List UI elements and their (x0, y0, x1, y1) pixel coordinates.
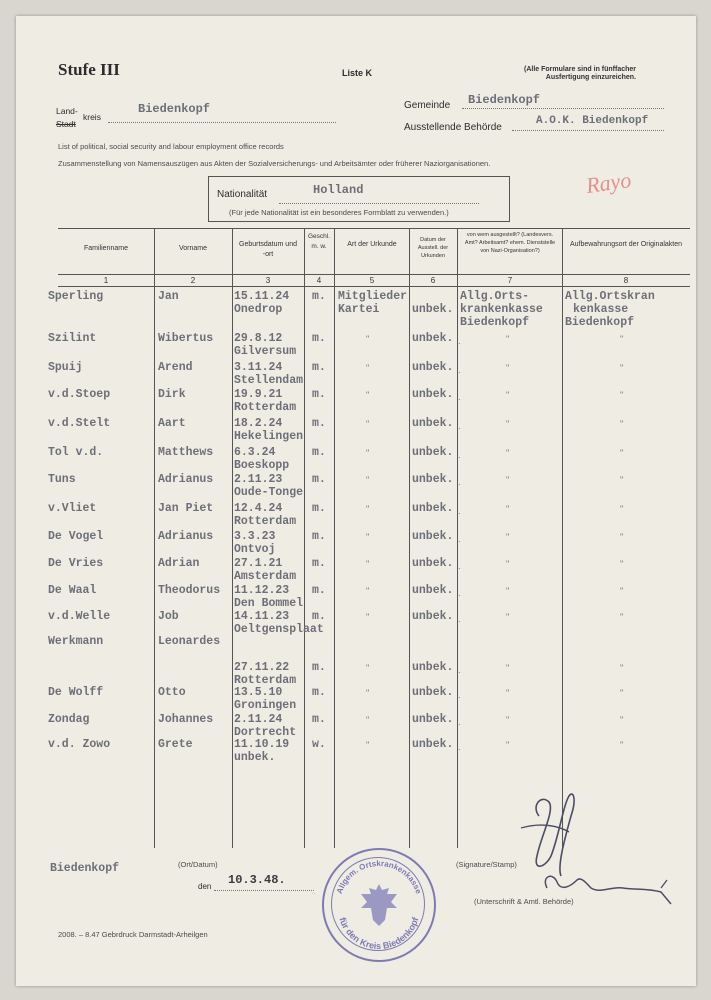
column-divider (154, 228, 155, 848)
behoerde-label: Ausstellende Behörde (404, 122, 502, 133)
column-divider (409, 228, 410, 848)
ditto-mark: " (620, 390, 624, 400)
first-name-cell: Job (158, 610, 179, 623)
ditto-mark: " (506, 334, 510, 344)
issue-date-cell: unbek. (412, 303, 454, 316)
header-document-type: Art der Urkunde (347, 241, 397, 248)
ditto-mark: " (620, 532, 624, 542)
issue-date-cell: unbek. (412, 332, 454, 345)
sex-cell: m. (312, 686, 326, 699)
column-number: 7 (507, 276, 513, 285)
family-name-cell: v.d. Zowo (48, 738, 111, 751)
ditto-mark: " (366, 475, 370, 485)
family-name-cell: De Wolff (48, 686, 104, 699)
stadt-label: Stadt (56, 119, 76, 129)
birth-place-cell: Rotterdam (234, 515, 297, 528)
ditto-mark: " (506, 559, 510, 569)
dot-mark: . (458, 450, 461, 460)
ditto-mark: " (506, 740, 510, 750)
first-name-cell: Adrian (158, 557, 200, 570)
family-name-cell: Tol v.d. (48, 446, 104, 459)
ditto-mark: " (620, 740, 624, 750)
birth-date-cell: 14.11.23 (234, 610, 290, 623)
dot-mark: . (458, 690, 461, 700)
ditto-mark: " (366, 504, 370, 514)
archive-cell: Allg.Ortskran (565, 290, 655, 303)
birth-place-cell: Hekelingen (234, 430, 304, 443)
issue-date-cell: unbek. (412, 473, 454, 486)
birth-place-cell: unbek. (234, 751, 276, 764)
official-stamp (322, 848, 436, 962)
birth-place-cell: Rotterdam (234, 401, 297, 414)
issue-date-cell: unbek. (412, 661, 454, 674)
table-top-rule (58, 228, 690, 229)
sex-cell: m. (312, 332, 326, 345)
sex-cell: m. (312, 388, 326, 401)
ditto-mark: " (366, 448, 370, 458)
birth-date-cell: 18.2.24 (234, 417, 283, 430)
column-number: 6 (430, 276, 436, 285)
red-handwritten-mark: Rayo (584, 166, 633, 199)
first-name-cell: Theodorus (158, 584, 221, 597)
column-divider (232, 228, 233, 848)
form-page (16, 16, 696, 986)
first-name-cell: Matthews (158, 446, 214, 459)
issue-date-cell: unbek. (412, 686, 454, 699)
issue-date-cell: unbek. (412, 446, 454, 459)
first-name-cell: Arend (158, 361, 193, 374)
column-number: 5 (369, 276, 375, 285)
ditto-mark: " (506, 532, 510, 542)
family-name-cell: v.d.Stelt (48, 417, 111, 430)
birth-date-cell: 11.12.23 (234, 584, 290, 597)
sex-cell: m. (312, 530, 326, 543)
footer-place: Biedenkopf (50, 862, 120, 875)
dot-mark: . (458, 477, 461, 487)
birth-place-cell: Amsterdam (234, 570, 297, 583)
dot-mark: . (458, 588, 461, 598)
ditto-mark: " (506, 663, 510, 673)
column-number: 1 (103, 276, 109, 285)
ditto-mark: " (620, 612, 624, 622)
ditto-mark: " (620, 715, 624, 725)
header-rule (58, 274, 690, 275)
birth-place-cell: Gilversum (234, 345, 297, 358)
issuer-cell: krankenkasse (460, 303, 543, 316)
issue-date-cell: unbek. (412, 388, 454, 401)
birth-place-cell: Onedrop (234, 303, 283, 316)
sex-cell: m. (312, 584, 326, 597)
ditto-mark: " (366, 586, 370, 596)
sex-cell: m. (312, 446, 326, 459)
sex-cell: m. (312, 361, 326, 374)
sex-cell: m. (312, 610, 326, 623)
ditto-mark: " (506, 612, 510, 622)
dot-mark: . (458, 336, 461, 346)
birth-place-cell: Groningen (234, 699, 297, 712)
first-name-cell: Johannes (158, 713, 214, 726)
header-issue-date: Datum der Ausstell. der Urkunden (417, 237, 449, 259)
footer-den-label: den (198, 882, 212, 891)
column-number: 8 (623, 276, 629, 285)
nationality-label: Nationalität (217, 189, 268, 200)
issue-date-cell: unbek. (412, 713, 454, 726)
english-description: List of political, social security and labour employment office records (58, 142, 284, 151)
dot-mark: . (458, 392, 461, 402)
first-name-cell: Aart (158, 417, 186, 430)
first-name-cell: Wibertus (158, 332, 214, 345)
first-name-cell: Jan Piet (158, 502, 214, 515)
ditto-mark: " (506, 363, 510, 373)
handwritten-signature (511, 776, 681, 916)
birth-place-cell: Boeskopp (234, 459, 290, 472)
first-name-cell: Leonardes (158, 635, 221, 648)
column-number: 4 (316, 276, 322, 285)
dot-mark: . (458, 421, 461, 431)
stage-title: Stufe III (58, 60, 120, 79)
ditto-mark: " (620, 334, 624, 344)
dot-mark: . (458, 561, 461, 571)
first-name-cell: Grete (158, 738, 193, 751)
birth-date-cell: 19.9.21 (234, 388, 283, 401)
printer-imprint: 2008. – 8.47 Gebrdruck Darmstadt-Arheilgen (58, 930, 208, 939)
issue-date-cell: unbek. (412, 584, 454, 597)
ditto-mark: " (506, 448, 510, 458)
ditto-mark: " (620, 688, 624, 698)
eagle-emblem-icon (357, 880, 401, 930)
ditto-mark: " (366, 740, 370, 750)
birth-date-cell: 3.11.24 (234, 361, 283, 374)
ditto-mark: " (366, 363, 370, 373)
archive-cell: Biedenkopf (565, 316, 635, 329)
header-sex: Geschl. m. w. (307, 233, 331, 250)
numbers-rule (58, 286, 690, 287)
gemeinde-value: Biedenkopf (468, 93, 541, 107)
family-name-cell: De Vogel (48, 530, 104, 543)
header-family-name: Familienname (84, 245, 128, 252)
birth-date-cell: 29.8.12 (234, 332, 283, 345)
nationality-note: (Für jede Nationalität ist ein besonderes Formblatt zu verwenden.) (229, 208, 449, 217)
signature-label: (Signature/Stamp) (456, 860, 517, 869)
birth-date-cell: 11.10.19 (234, 738, 290, 751)
birth-place-cell: Ontvoj (234, 543, 276, 556)
birth-place-cell: Stellendam (234, 374, 304, 387)
ditto-mark: " (366, 663, 370, 673)
kreis-value: Biedenkopf (138, 102, 211, 116)
column-number: 3 (265, 276, 271, 285)
sex-cell: m. (312, 502, 326, 515)
ditto-mark: " (620, 663, 624, 673)
dot-mark: . (458, 742, 461, 752)
issue-date-cell: unbek. (412, 361, 454, 374)
dot-mark: . (458, 614, 461, 624)
german-description: Zusammenstellung von Namensauszügen aus Akten der Sozialversicherungs- und Arbeitsämter oder früherer Naziorganisationen. (58, 159, 491, 168)
header-first-name: Vorname (178, 245, 208, 252)
sex-cell: m. (312, 661, 326, 674)
land-label: Land- (56, 106, 78, 116)
header-archive: Aufbewahrungsort der Originalakten (569, 241, 683, 248)
dot-mark: . (458, 665, 461, 675)
family-name-cell: Sperling (48, 290, 104, 303)
family-name-cell: Szilint (48, 332, 97, 345)
gemeinde-label: Gemeinde (404, 100, 451, 111)
ditto-mark: " (506, 688, 510, 698)
first-name-cell: Adrianus (158, 530, 214, 543)
birth-place-cell: Oude-Tonge (234, 486, 304, 499)
birth-date-cell: 3.3.23 (234, 530, 276, 543)
sex-cell: w. (312, 738, 326, 751)
list-title: Liste K (342, 68, 373, 78)
family-name-cell: Zondag (48, 713, 90, 726)
birth-date-cell: 15.11.24 (234, 290, 290, 303)
sex-cell: m. (312, 290, 326, 303)
ditto-mark: " (366, 390, 370, 400)
ditto-mark: " (506, 715, 510, 725)
ditto-mark: " (366, 715, 370, 725)
sex-cell: m. (312, 473, 326, 486)
family-name-cell: Tuns (48, 473, 76, 486)
ditto-mark: " (620, 363, 624, 373)
family-name-cell: v.Vliet (48, 502, 97, 515)
family-name-cell: De Waal (48, 584, 97, 597)
birth-date-cell: 2.11.24 (234, 713, 283, 726)
birth-place-cell: Oeltgensplaat (234, 623, 324, 636)
ditto-mark: " (506, 586, 510, 596)
sex-cell: m. (312, 713, 326, 726)
ditto-mark: " (366, 334, 370, 344)
issue-date-cell: unbek. (412, 738, 454, 751)
issue-date-cell: unbek. (412, 557, 454, 570)
ditto-mark: " (506, 419, 510, 429)
dot-mark: . (458, 365, 461, 375)
header-birth: Geburtsdatum und -ort (239, 241, 297, 258)
dot-mark: . (458, 534, 461, 544)
instruction-line-2: Ausfertigung einzureichen. (545, 74, 637, 81)
first-name-cell: Jan (158, 290, 179, 303)
sex-cell: m. (312, 417, 326, 430)
first-name-cell: Dirk (158, 388, 186, 401)
column-divider (562, 228, 563, 848)
stamp-top-text: Allgem. Ortskrankenkasse (334, 858, 424, 895)
ditto-mark: " (620, 504, 624, 514)
authority-label: (Unterschrift & Amtl. Behörde) (474, 897, 574, 906)
ditto-mark: " (506, 390, 510, 400)
footer-date: 10.3.48. (228, 873, 286, 887)
document-type-cell: Kartei (338, 303, 380, 316)
ditto-mark: " (620, 448, 624, 458)
ditto-mark: " (506, 475, 510, 485)
birth-place-cell: Dortrecht (234, 726, 297, 739)
archive-cell: kenkasse (573, 303, 629, 316)
ditto-mark: " (506, 504, 510, 514)
ditto-mark: " (620, 419, 624, 429)
birth-date-cell: 13.5.10 (234, 686, 283, 699)
ditto-mark: " (620, 475, 624, 485)
nationality-value: Holland (313, 183, 364, 197)
birth-date-cell: 27.1.21 (234, 557, 283, 570)
ditto-mark: " (620, 586, 624, 596)
ditto-mark: " (620, 559, 624, 569)
stamp-bottom-text: für den Kreis Biedenkopf (337, 916, 421, 952)
first-name-cell: Adrianus (158, 473, 214, 486)
family-name-cell: Werkmann (48, 635, 104, 648)
birth-date-cell: 27.11.22 (234, 661, 290, 674)
family-name-cell: De Vries (48, 557, 104, 570)
first-name-cell: Otto (158, 686, 186, 699)
issue-date-cell: unbek. (412, 530, 454, 543)
header-issuer: von wem ausgestellt? (Landesvers. Amt? Arbeitsamt? ehem. Dienststelle von Nazi-Organisation?) (464, 232, 556, 254)
birth-date-cell: 6.3.24 (234, 446, 276, 459)
footer-place-label: (Ort/Datum) (178, 860, 218, 869)
document-type-cell: Mitglieder (338, 290, 408, 303)
ditto-mark: " (366, 612, 370, 622)
birth-place-cell: Den Bommel (234, 597, 304, 610)
birth-place-cell: Rotterdam (234, 674, 297, 687)
ditto-mark: " (366, 419, 370, 429)
kreis-label: kreis (83, 112, 101, 122)
ditto-mark: " (366, 688, 370, 698)
issue-date-cell: unbek. (412, 610, 454, 623)
issuer-cell: Allg.Orts- (460, 290, 530, 303)
column-divider (304, 228, 305, 848)
issuer-cell: Biedenkopf (460, 316, 530, 329)
birth-date-cell: 12.4.24 (234, 502, 283, 515)
dot-mark: . (458, 506, 461, 516)
family-name-cell: v.d.Welle (48, 610, 111, 623)
birth-date-cell: 2.11.23 (234, 473, 283, 486)
sex-cell: m. (312, 557, 326, 570)
column-number: 2 (190, 276, 196, 285)
family-name-cell: Spuij (48, 361, 83, 374)
issue-date-cell: unbek. (412, 502, 454, 515)
behoerde-value: A.O.K. Biedenkopf (536, 115, 649, 127)
family-name-cell: v.d.Stoep (48, 388, 111, 401)
issue-date-cell: unbek. (412, 417, 454, 430)
date-line (214, 890, 314, 891)
instruction-line-1: (Alle Formulare sind in fünffacher (524, 66, 637, 73)
column-divider (334, 228, 335, 848)
ditto-mark: " (366, 532, 370, 542)
dot-mark: . (458, 717, 461, 727)
ditto-mark: " (366, 559, 370, 569)
